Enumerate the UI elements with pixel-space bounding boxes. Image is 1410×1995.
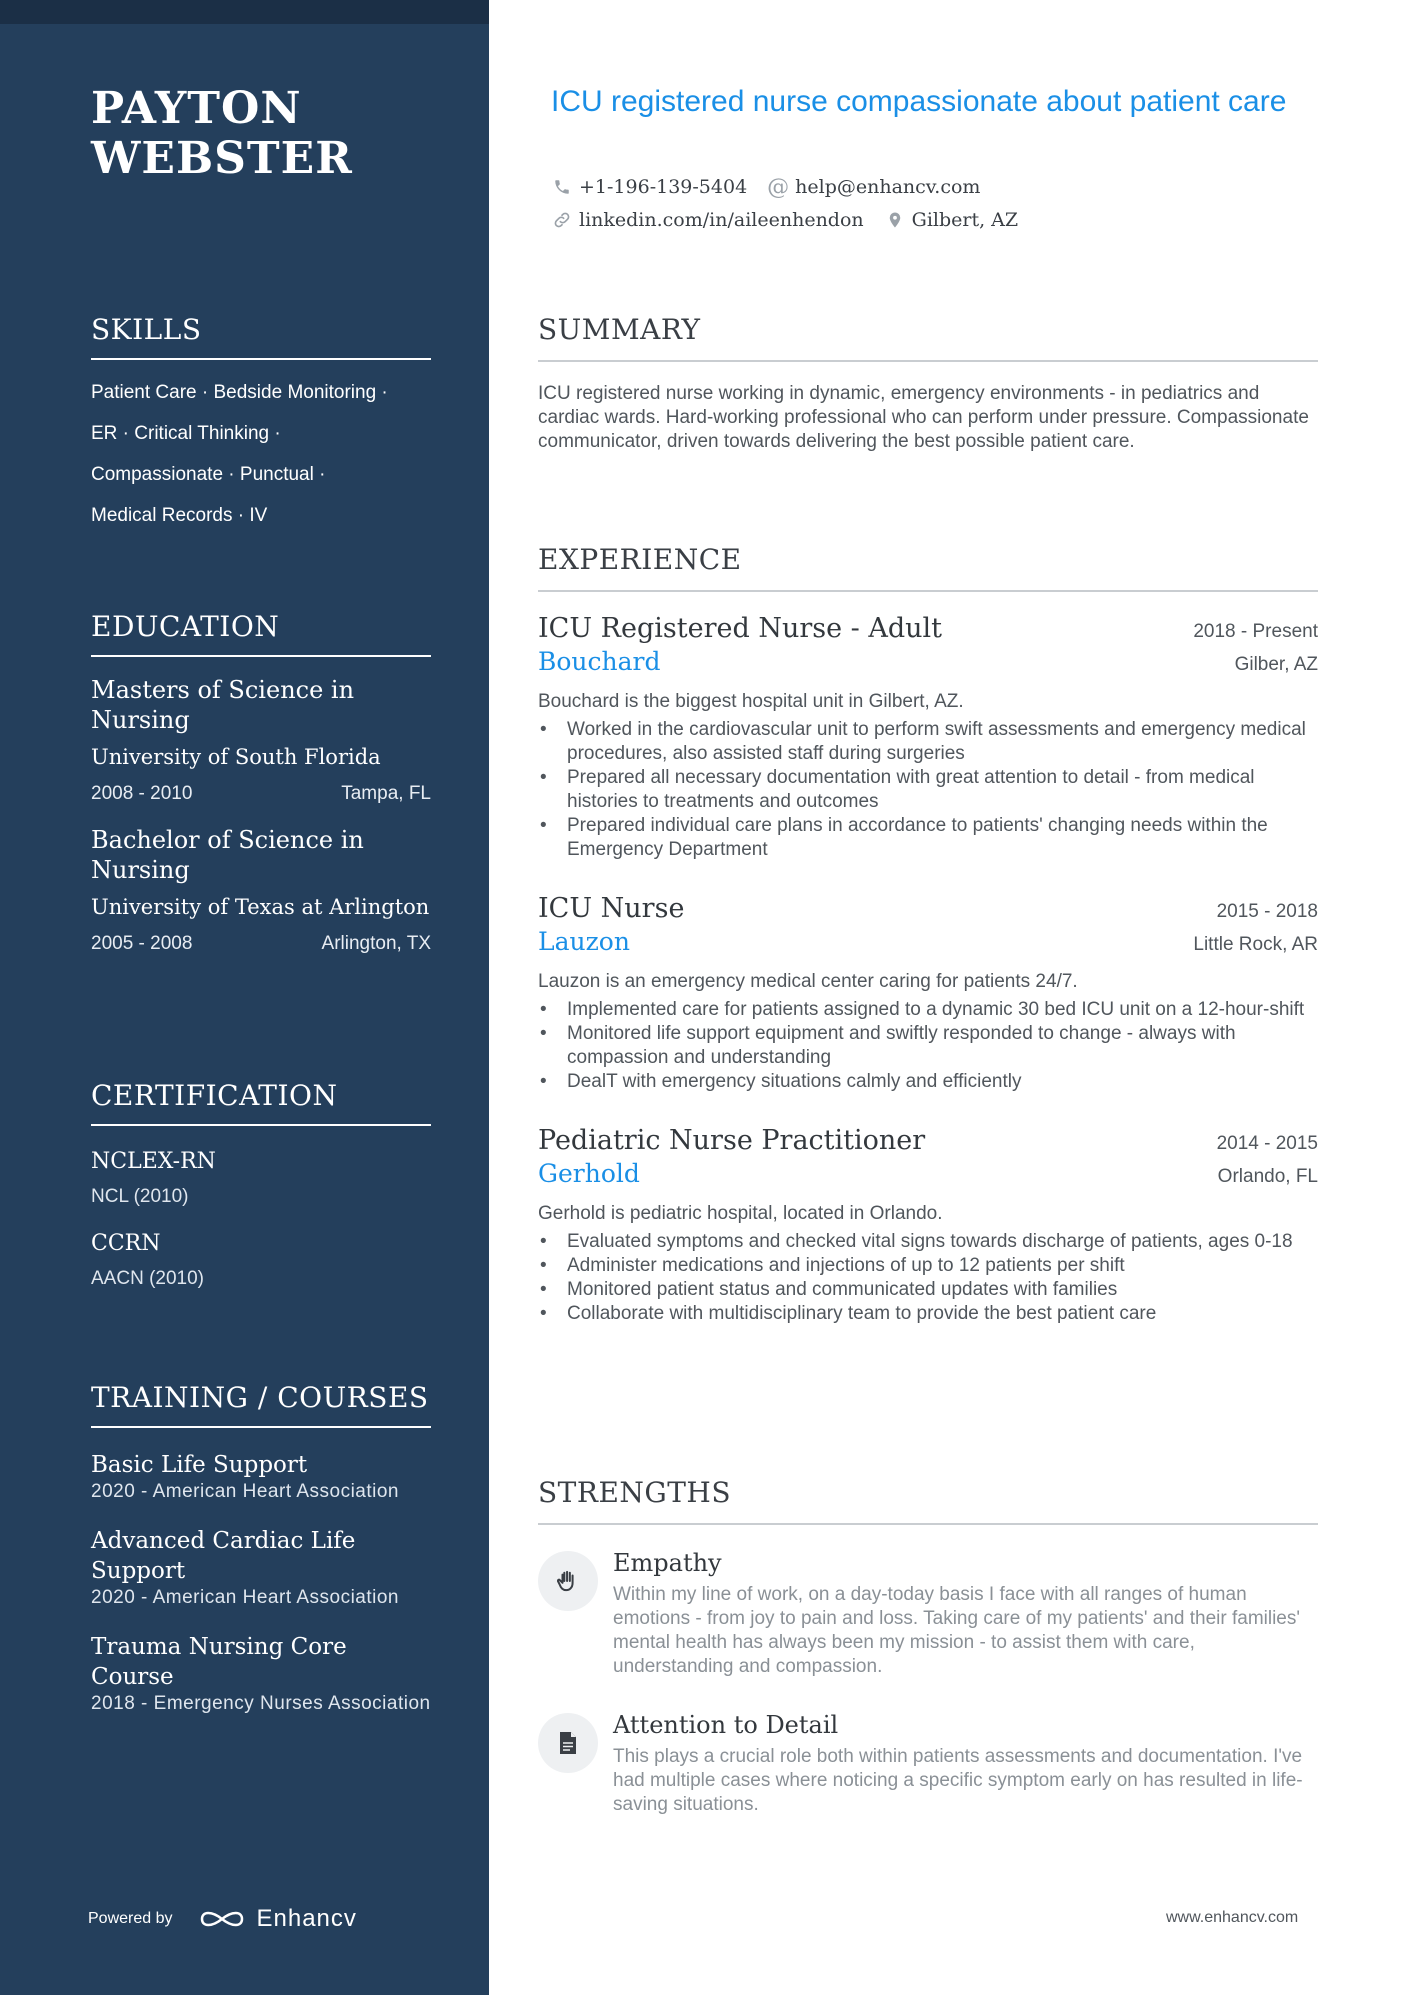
- job-bullet: • Evaluated symptoms and checked vital signs towards discharge of patients, ages 0-18: [538, 1230, 1318, 1254]
- sidebar: [0, 0, 489, 1995]
- certification-name: CCRN: [91, 1231, 161, 1256]
- job-location: Gilber, AZ: [1234, 654, 1318, 675]
- job-bullets: [538, 1230, 1318, 1326]
- strength-title: Attention to Detail: [613, 1711, 839, 1739]
- last-name: WEBSTER: [91, 133, 353, 184]
- skills-line: ER · Critical Thinking ·: [91, 423, 281, 444]
- certification-item: [91, 1148, 431, 1208]
- contact-row-2: [551, 209, 1038, 231]
- footer-url[interactable]: www.enhancv.com: [1166, 1909, 1299, 1926]
- job-bullet: • Monitored patient status and communicated updates with families: [538, 1278, 1318, 1302]
- strength-description: This plays a crucial role both within patients assessments and documentation. I've had multiple cases where noticing a specific symptom early on has resulted in life-saving situations.: [613, 1746, 1303, 1815]
- job-description: Gerhold is pediatric hospital, located in Orlando.: [538, 1203, 943, 1224]
- certification-section: [91, 1078, 431, 1290]
- phone-contact[interactable]: [551, 176, 747, 198]
- location-text: Gilbert, AZ: [911, 209, 1019, 231]
- job-title: Pediatric Nurse Practitioner: [538, 1125, 926, 1156]
- job-bullet: • Worked in the cardiovascular unit to perform swift assessments and emergency medical procedures, also assisted staff during surgeries: [538, 718, 1318, 766]
- education-dates: 2005 - 2008: [91, 933, 193, 954]
- education-dates: 2008 - 2010: [91, 783, 193, 804]
- education-item: [91, 675, 431, 805]
- training-meta: 2018 - Emergency Nurses Association: [91, 1693, 431, 1714]
- job-dates: 2018 - Present: [1193, 621, 1318, 642]
- job-bullet: • Prepared individual care plans in accordance to patients' changing needs within the Emergency Department: [538, 814, 1318, 862]
- candidate-name: [91, 84, 353, 184]
- location-contact: [884, 209, 1018, 231]
- phone-number: +1-196-139-5404: [579, 176, 748, 198]
- skills-line: Medical Records · IV: [91, 505, 268, 526]
- job-bullet: • Prepared all necessary documentation with great attention to detail - from medical histories to treatments and outcomes: [538, 766, 1318, 814]
- training-title: Basic Life Support: [91, 1452, 308, 1478]
- certification-heading: CERTIFICATION: [91, 1078, 431, 1126]
- link-icon: [551, 209, 573, 231]
- skills-line: Compassionate · Punctual ·: [91, 464, 326, 485]
- training-meta: 2020 - American Heart Association: [91, 1481, 399, 1502]
- job-bullet: • Monitored life support equipment and swiftly responded to change - always with compassion and understanding: [538, 1022, 1318, 1070]
- job-bullet: • Administer medications and injections of up to 12 patients per shift: [538, 1254, 1318, 1278]
- training-section: [91, 1380, 431, 1716]
- phone-icon: [551, 176, 573, 198]
- education-section: [91, 609, 431, 955]
- job-bullets: [538, 998, 1318, 1094]
- experience-entry: [538, 1124, 1318, 1326]
- experience-entry: [538, 612, 1318, 862]
- job-dates: 2015 - 2018: [1216, 901, 1318, 922]
- job-location: Little Rock, AR: [1193, 934, 1318, 955]
- linkedin-contact[interactable]: [551, 209, 864, 231]
- summary-section: [538, 312, 1318, 454]
- job-bullets: [538, 718, 1318, 862]
- job-company: Lauzon: [538, 927, 630, 956]
- first-name: PAYTON: [91, 83, 302, 134]
- education-item: [91, 825, 431, 955]
- hand-icon: [538, 1551, 598, 1611]
- job-bullet: • DealT with emergency situations calmly and efficiently: [538, 1070, 1318, 1094]
- education-heading: EDUCATION: [91, 609, 431, 657]
- certification-issuer: NCL (2010): [91, 1186, 189, 1207]
- linkedin-url: linkedin.com/in/aileenhendon: [579, 209, 864, 231]
- education-degree: Bachelor of Science in Nursing: [91, 826, 364, 884]
- training-item: [91, 1526, 431, 1610]
- skills-heading: SKILLS: [91, 312, 431, 360]
- job-description: Lauzon is an emergency medical center caring for patients 24/7.: [538, 971, 1078, 992]
- enhancv-brand-name: Enhancv: [256, 1905, 357, 1932]
- training-item: [91, 1450, 431, 1504]
- job-title: ICU Nurse: [538, 893, 685, 924]
- education-school: University of South Florida: [91, 745, 381, 769]
- email-contact[interactable]: [767, 176, 980, 198]
- education-location: Tampa, FL: [341, 783, 431, 804]
- job-dates: 2014 - 2015: [1216, 1133, 1318, 1154]
- experience-section: [538, 542, 1318, 1326]
- location-pin-icon: [884, 209, 906, 231]
- document-icon: [538, 1713, 598, 1773]
- education-school: University of Texas at Arlington: [91, 895, 430, 919]
- experience-heading: EXPERIENCE: [538, 542, 1318, 592]
- experience-entry: [538, 892, 1318, 1094]
- certification-issuer: AACN (2010): [91, 1268, 204, 1289]
- training-title: Advanced Cardiac Life Support: [91, 1528, 356, 1584]
- powered-by-label: Powered by: [88, 1910, 173, 1927]
- job-bullet: • Collaborate with multidisciplinary team to provide the best patient care: [538, 1302, 1318, 1326]
- summary-heading: SUMMARY: [538, 312, 1318, 362]
- powered-by: [88, 1905, 357, 1933]
- email-address: help@enhancv.com: [795, 176, 981, 198]
- strength-item: [538, 1547, 1318, 1679]
- strength-title: Empathy: [613, 1549, 722, 1577]
- at-icon: @: [767, 174, 790, 200]
- certification-item: [91, 1230, 431, 1290]
- education-degree: Masters of Science in Nursing: [91, 676, 355, 734]
- sidebar-top-bar: [0, 0, 489, 24]
- contact-row-1: [551, 176, 1000, 198]
- job-bullet: • Implemented care for patients assigned to a dynamic 30 bed ICU unit on a 12-hour-shift: [538, 998, 1318, 1022]
- enhancv-logo-icon: [199, 1907, 245, 1931]
- training-title: Trauma Nursing Core Course: [91, 1634, 347, 1690]
- strength-description: Within my line of work, on a day-today basis I face with all ranges of human emotions - from joy to pain and loss. Taking care of my patients' and their families' mental health has always been my mission - to assist them with care, understanding and compassion.: [613, 1584, 1301, 1677]
- headline: ICU registered nurse compassionate about patient care: [551, 85, 1287, 118]
- job-company: Gerhold: [538, 1159, 640, 1188]
- summary-text: ICU registered nurse working in dynamic, emergency environments - in pediatrics and cardiac wards. Hard-working professional who can perform under pressure. Compassionate communicator, driven towards delivering the best possible patient care.: [538, 383, 1309, 452]
- education-location: Arlington, TX: [321, 933, 431, 954]
- training-item: [91, 1632, 431, 1716]
- enhancv-brand-link[interactable]: [199, 1905, 357, 1933]
- certification-name: NCLEX-RN: [91, 1149, 216, 1174]
- training-heading: TRAINING / COURSES: [91, 1380, 431, 1428]
- skills-section: [91, 312, 431, 536]
- strengths-section: [538, 1475, 1318, 1817]
- job-title: ICU Registered Nurse - Adult: [538, 613, 943, 644]
- skills-line: Patient Care · Bedside Monitoring ·: [91, 382, 388, 403]
- strengths-heading: STRENGTHS: [538, 1475, 1318, 1525]
- job-description: Bouchard is the biggest hospital unit in Gilbert, AZ.: [538, 691, 964, 712]
- training-meta: 2020 - American Heart Association: [91, 1587, 399, 1608]
- job-location: Orlando, FL: [1217, 1166, 1318, 1187]
- job-company: Bouchard: [538, 647, 661, 676]
- strength-item: [538, 1709, 1318, 1817]
